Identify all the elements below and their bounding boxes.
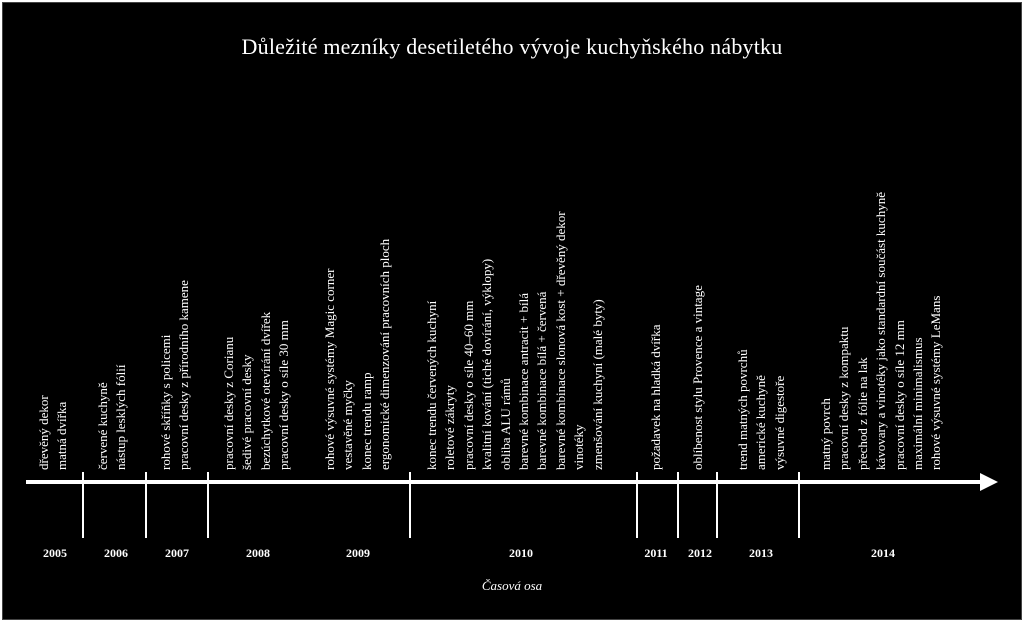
milestone-item: dřevěný dekor [36,395,51,470]
milestone-item: oblíbenost stylu Provence a vintage [690,285,705,470]
timeline-panel [2,2,1022,620]
year-divider [798,472,800,538]
milestone-item: trend matných povrchů [735,349,750,470]
year-label-2006: 2006 [104,546,128,560]
milestone-item: nástup lesklých fólií [113,364,129,470]
milestone-item: rohové skříňky s policemi [158,334,173,470]
milestone-item: americké kuchyně [753,375,769,470]
milestone-item: matná dvířka [54,401,70,470]
year-divider [409,472,411,538]
milestone-item: červené kuchyně [95,382,110,470]
milestone-item: pracovní desky o síle 30 mm [276,320,292,470]
figure-title: Důležité mezníky desetiletého vývoje kuchyňského nábytku [241,34,783,59]
milestone-item: pracovní desky z kompaktu [836,326,852,470]
milestone-item: šedivé pracovní desky [239,354,255,470]
year-label-2011: 2011 [644,546,668,560]
milestone-item: rohové výsuvné systémy LeMans [928,295,944,470]
year-divider [677,472,679,538]
year-label-2012: 2012 [688,546,712,560]
year-label-2013: 2013 [749,546,773,560]
year-divider [82,472,84,538]
year-label-2014: 2014 [871,546,895,560]
year-divider [636,472,638,538]
year-label-2007: 2007 [165,546,189,560]
milestone-item: barevné kombinace bílá + červená [534,291,550,470]
milestone-item: kvalitní kování (tiché dovírání, výklopy) [479,258,495,470]
year-label-2008: 2008 [246,546,270,560]
milestone-item: barevné kombinace antracit + bílá [516,293,531,470]
milestone-item: pracovní desky o síle 40–60 mm [460,300,476,470]
milestone-item: přechod z fólie na lak [854,357,870,470]
milestone-item: pracovní desky o síle 12 mm [891,320,907,470]
milestone-item: ergonomické dimenzování pracovních ploch [377,238,393,470]
milestone-item: kávovary a vinotéky jako standardní součást kuchyně [873,192,889,470]
milestone-item: maximální minimalismus [910,337,925,470]
milestone-item: obliba ALU rámů [497,378,513,470]
milestone-item: barevné kombinace slonová kost + dřevěný dekor [552,211,568,470]
milestone-item: roletové zákryty [442,385,458,470]
milestone-item: konec trendu červených kuchyní [424,300,439,470]
time-axis-line [26,480,980,484]
milestone-item: pracovní desky z Corianu [221,336,236,470]
year-divider [145,472,147,538]
year-label-2010: 2010 [509,546,533,560]
year-label-2009: 2009 [346,546,370,560]
milestone-item: vinotéky [571,424,587,470]
year-divider [207,472,209,538]
time-axis-arrowhead [980,473,998,491]
axis-caption: Časová osa [481,578,543,593]
milestone-item: rohové výsuvné systémy Magic corner [322,268,337,470]
milestone-item: matný povrch [818,398,833,470]
milestone-item: požadavek na hladká dvířka [648,324,663,470]
milestone-item: zmenšování kuchyní (malé byty) [589,299,605,470]
milestone-item: konec trendu ramp [358,372,374,470]
year-label-2005: 2005 [43,546,67,560]
year-divider [716,472,718,538]
milestone-item: výsuvné digestoře [771,375,787,470]
milestone-item: vestavěné myčky [340,380,356,470]
milestone-item: pracovní desky z přírodního kamene [176,280,192,470]
milestone-item: bezúchytkové otevírání dvířek [257,311,273,470]
